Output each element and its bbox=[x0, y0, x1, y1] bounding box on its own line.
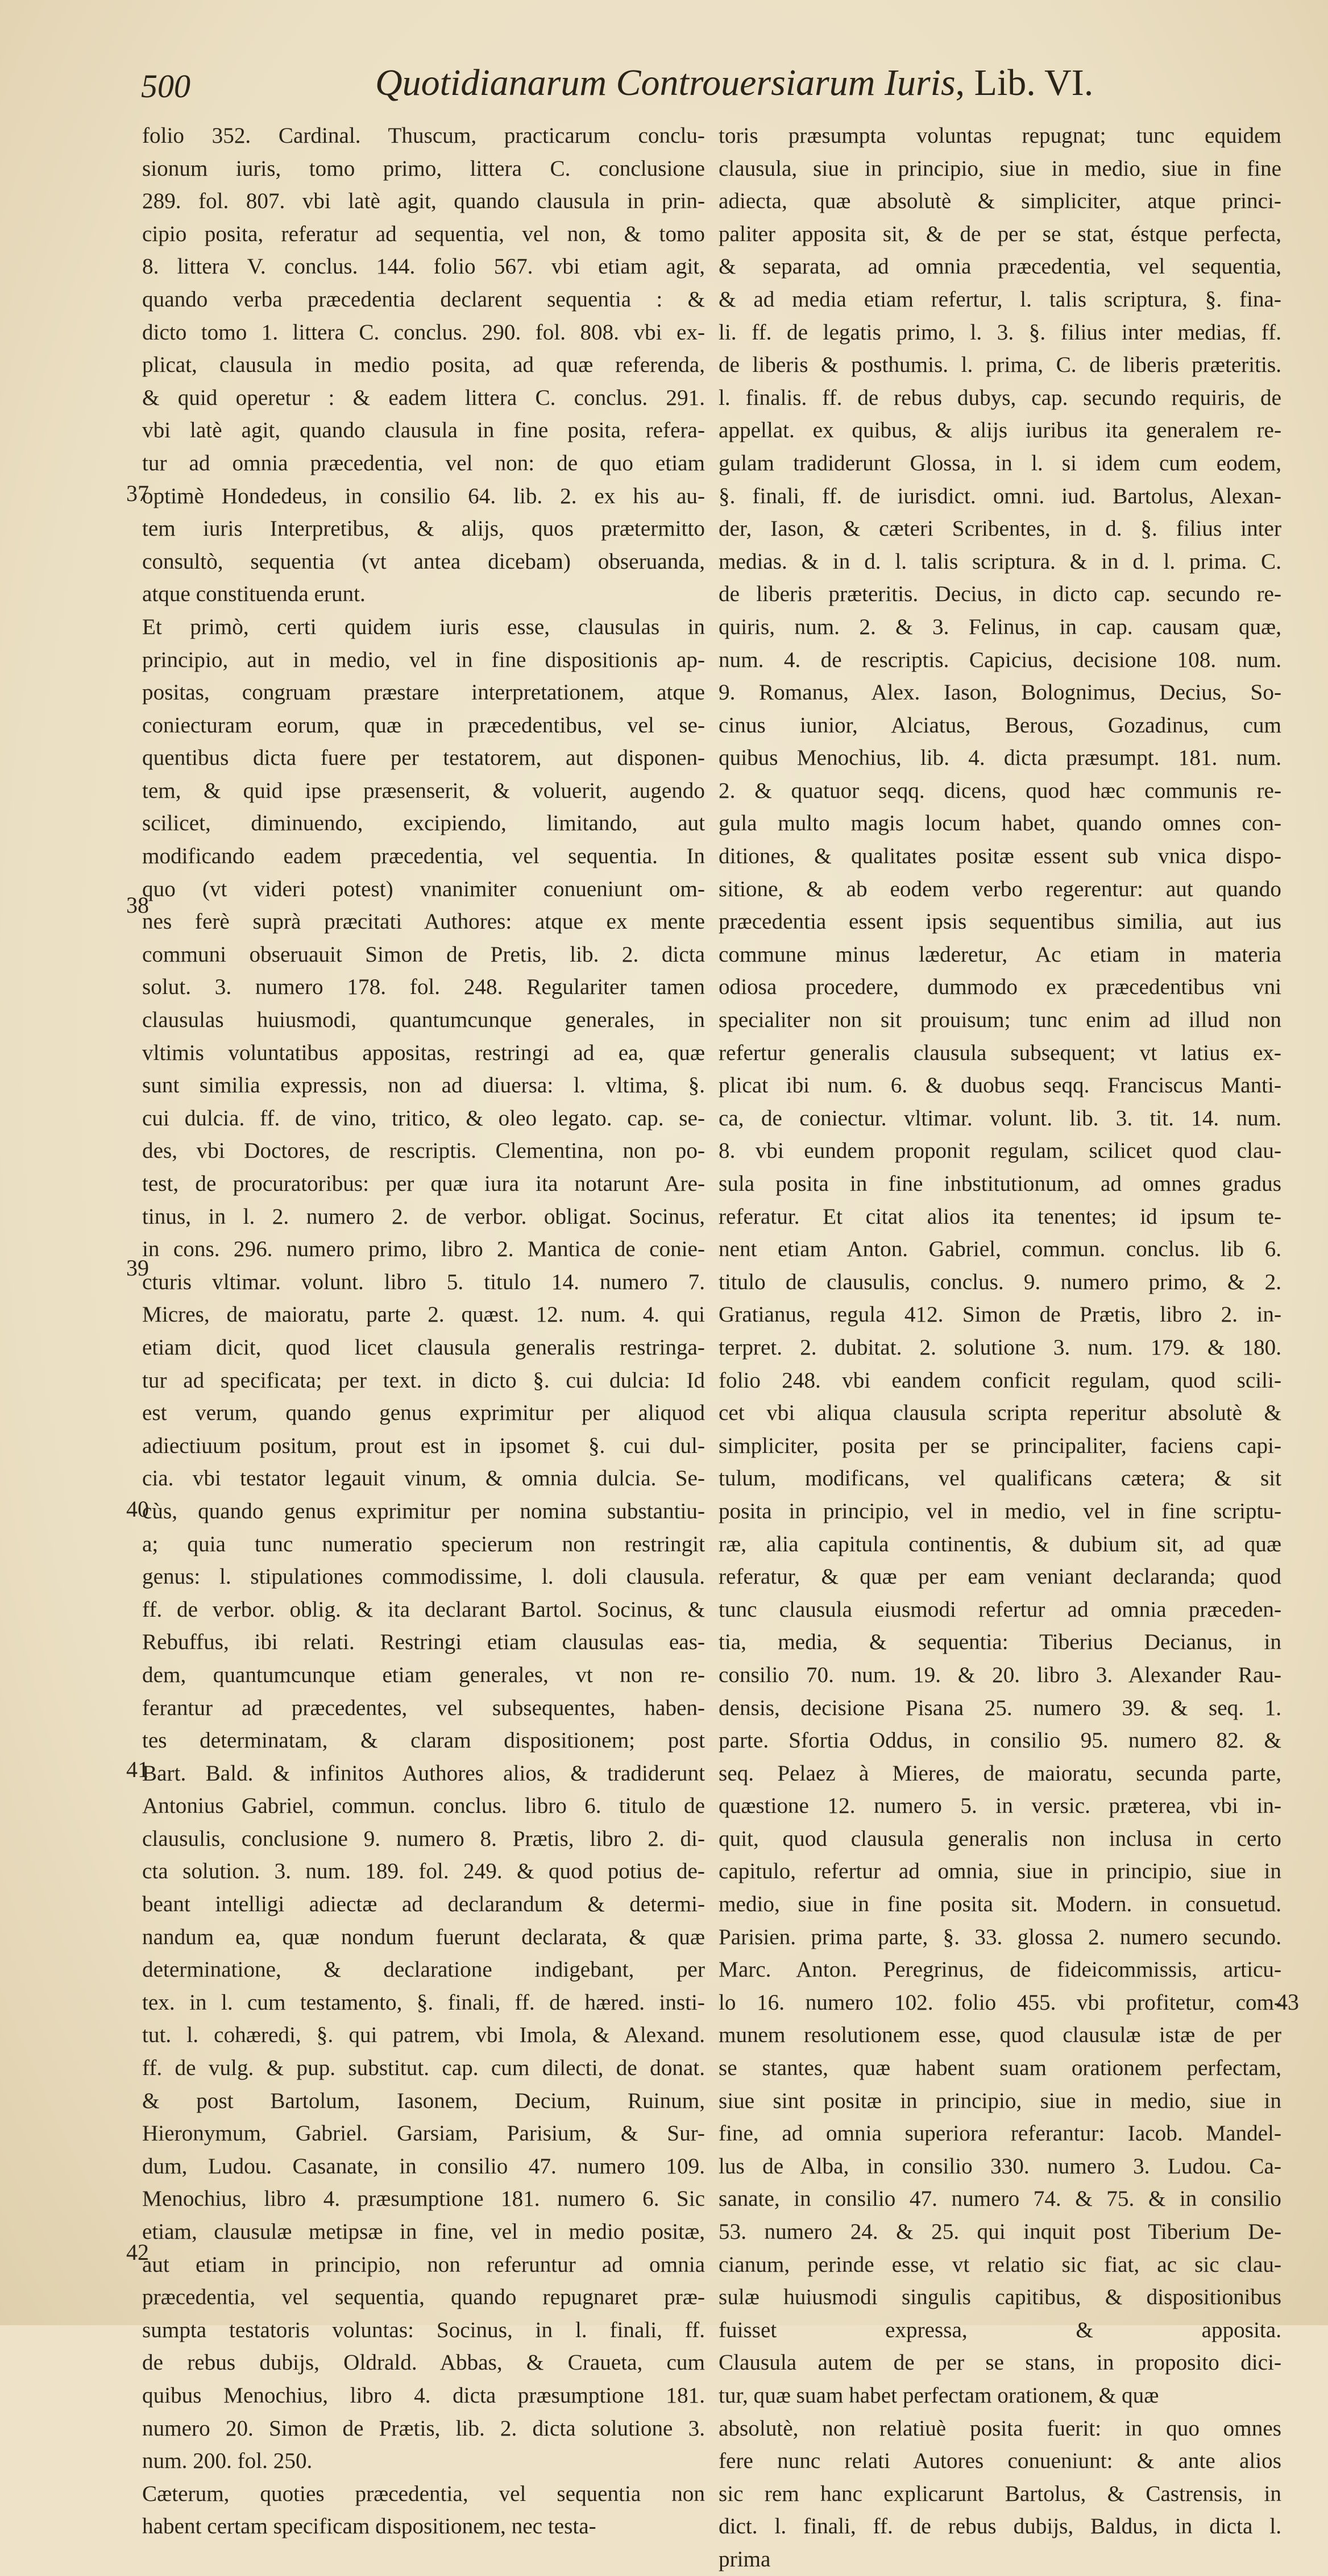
text-line: absolutè, non relatiuè posita fuerit: in quo omnes bbox=[719, 2416, 1281, 2441]
margin-number: 42 bbox=[126, 2239, 149, 2265]
text-line: Parisien. prima parte, §. 33. glossa 2. numero secundo. bbox=[719, 1924, 1281, 1949]
margin-number: 39 bbox=[126, 1255, 149, 1281]
text-line: quibus Menochius, libro 4. dicta præsumptione 181. bbox=[142, 2383, 705, 2408]
text-line: §. finali, ff. de iurisdict. omni. iud. Bartolus, Alexan- bbox=[719, 483, 1281, 508]
text-line: 289. fol. 807. vbi latè agit, quando clausula in prin- bbox=[142, 189, 705, 214]
text-line: etiam, clausulæ metipsæ in fine, vel in medio positæ, bbox=[142, 2219, 705, 2244]
text-line: Bart. Bald. & infinitos Authores alios, & tradiderunt bbox=[142, 1761, 705, 1786]
text-line: Hieronymum, Gabriel. Garsiam, Parisium, & Sur- bbox=[142, 2121, 705, 2146]
text-line: num. 200. fol. 250. bbox=[142, 2449, 313, 2474]
text-line: habent certam specificam dispositionem, nec testa- bbox=[142, 2514, 596, 2539]
text-line: Gratianus, regula 412. Simon de Prætis, libro 2. in- bbox=[719, 1302, 1281, 1327]
text-line: sic rem hanc explicarunt Bartolus, & Castrensis, in bbox=[719, 2481, 1281, 2506]
text-line: quiris, num. 2. & 3. Felinus, in cap. causam quæ, bbox=[719, 614, 1281, 639]
text-line: dem, quantumcunque etiam generales, vt non re- bbox=[142, 1662, 705, 1687]
text-line: modificando eadem præcedentia, vel sequentia. In bbox=[142, 844, 705, 869]
text-line: principio, aut in medio, vel in fine dispositionis ap- bbox=[142, 647, 705, 672]
text-line: quæstione 12. numero 5. in versic. præterea, vbi in- bbox=[719, 1794, 1281, 1819]
text-line: clausula, siue in principio, siue in medio, siue in fine bbox=[719, 156, 1281, 181]
text-line: ræ, alia capitula continentis, & dubium sit, ad quæ bbox=[719, 1531, 1281, 1556]
text-line: a; quia tunc numeratio specierum non restringit bbox=[142, 1531, 705, 1556]
text-line: siue sint positæ in principio, siue in medio, siue in bbox=[719, 2088, 1281, 2113]
text-line: parte. Sfortia Oddus, in consilio 95. numero 82. & bbox=[719, 1728, 1281, 1753]
text-line: medio, siue in fine posita sit. Modern. in consuetud. bbox=[719, 1892, 1281, 1917]
text-line: se stantes, quæ habent suam orationem perfectam, bbox=[719, 2056, 1281, 2081]
text-line: quibus Menochius, lib. 4. dicta præsumpt. 181. num. bbox=[719, 746, 1281, 771]
text-line: posita in principio, vel in medio, vel in fine scriptu- bbox=[719, 1498, 1281, 1523]
text-line: dict. l. finali, ff. de rebus dubijs, Baldus, in dicta l. bbox=[719, 2514, 1281, 2539]
text-line: tes determinatam, & claram dispositionem; post bbox=[142, 1728, 705, 1753]
text-line: & quid operetur : & eadem littera C. conclus. 291. bbox=[142, 385, 705, 410]
text-line: adiectiuum positum, prout est in ipsomet §. cui dul- bbox=[142, 1433, 705, 1458]
text-line: terpret. 2. dubitat. 2. solutione 3. num. 179. & 180. bbox=[719, 1335, 1281, 1360]
text-line: plicat ibi num. 6. & duobus seqq. Franciscus Manti- bbox=[719, 1073, 1281, 1098]
text-line: densis, decisione Pisana 25. numero 39. & seq. 1. bbox=[719, 1695, 1281, 1720]
left-column bbox=[142, 119, 705, 2539]
text-line: tem, & quid ipse præsenserit, & voluerit, augendo bbox=[142, 778, 705, 803]
text-line: capitulo, refertur ad omnia, siue in principio, siue in bbox=[719, 1859, 1281, 1884]
text-line: tur, quæ suam habet perfectam orationem, & quæ bbox=[719, 2383, 1159, 2408]
text-line: clausulas huiusmodi, quantumcunque generales, in bbox=[142, 1008, 705, 1033]
text-line: Et primò, certi quidem iuris esse, clausulas in bbox=[142, 614, 705, 639]
page-number: 500 bbox=[141, 68, 190, 105]
text-line: tinus, in l. 2. numero 2. de verbor. obligat. Socinus, bbox=[142, 1204, 705, 1229]
text-line: nent etiam Anton. Gabriel, commun. conclus. lib 6. bbox=[719, 1237, 1281, 1262]
text-line: ferantur ad præcedentes, vel subsequentes, haben- bbox=[142, 1695, 705, 1720]
text-line: refertur generalis clausula subsequent; vt latius ex- bbox=[719, 1040, 1281, 1065]
text-line: de liberis præteritis. Decius, in dicto cap. secundo re- bbox=[719, 582, 1281, 607]
text-line: folio 352. Cardinal. Thuscum, practicarum conclu- bbox=[142, 123, 705, 148]
text-line: titulo de clausulis, conclus. 9. numero primo, & 2. bbox=[719, 1269, 1281, 1294]
text-line: referatur. Et citat alios ita tenentes; id ipsum te- bbox=[719, 1204, 1281, 1229]
text-line: tunc clausula eiusmodi refertur ad omnia præceden- bbox=[719, 1597, 1281, 1622]
right-column bbox=[719, 119, 1281, 2571]
text-line: cùs, quando genus exprimitur per nomina substantiu- bbox=[142, 1498, 705, 1523]
text-line: sumpta testatoris voluntas: Socinus, in l. finali, ff. bbox=[142, 2317, 705, 2342]
text-line: 53. numero 24. & 25. qui inquit post Tiberium De- bbox=[719, 2219, 1281, 2244]
text-line: in cons. 296. numero primo, libro 2. Mantica de conie- bbox=[142, 1237, 705, 1262]
text-line: folio 248. vbi eandem conficit regulam, quod scili- bbox=[719, 1368, 1281, 1393]
text-line: 2. & quatuor seqq. dicens, quod hæc communis re- bbox=[719, 778, 1281, 803]
text-line: test, de procuratoribus: per quæ iura ita notarunt Are- bbox=[142, 1171, 705, 1196]
text-line: fuisset expressa, & apposita. bbox=[719, 2317, 1281, 2342]
text-line: seq. Pelaez à Mieres, de maioratu, secunda parte, bbox=[719, 1761, 1281, 1786]
text-line: consilio 70. num. 19. & 20. libro 3. Alexander Rau- bbox=[719, 1662, 1281, 1687]
text-line: coniecturam eorum, quæ in præcedentibus, vel se- bbox=[142, 713, 705, 738]
text-line: gulam tradiderunt Glossa, in l. si idem cum eodem, bbox=[719, 450, 1281, 475]
text-line: medias. & in d. l. talis scriptura. & in d. l. prima. C. bbox=[719, 549, 1281, 574]
text-line: li. ff. de legatis primo, l. 3. §. filius inter medias, ff. bbox=[719, 320, 1281, 345]
text-line: paliter apposita sit, & de per se stat, éstque perfecta, bbox=[719, 221, 1281, 246]
text-line: sionum iuris, tomo primo, littera C. conclusione bbox=[142, 156, 705, 181]
text-line: de liberis & posthumis. l. prima, C. de liberis præteritis. bbox=[719, 353, 1281, 378]
text-line: vltimis voluntatibus appositas, restringi ad ea, quæ bbox=[142, 1040, 705, 1065]
text-line: sula posita in fine inbstitutionum, ad omnes gradus bbox=[719, 1171, 1281, 1196]
text-line: præcedentia, vel sequentia, quando repugnaret præ- bbox=[142, 2285, 705, 2310]
margin-number: 43 bbox=[1276, 1989, 1299, 2015]
text-line: nes ferè suprà præcitati Authores: atque ex mente bbox=[142, 909, 705, 934]
text-line: 8. vbi eundem proponit regulam, scilicet quod clau- bbox=[719, 1138, 1281, 1163]
text-line: Menochius, libro 4. præsumptione 181. numero 6. Sic bbox=[142, 2186, 705, 2211]
text-line: tem iuris Interpretibus, & alijs, quos prætermitto bbox=[142, 516, 705, 541]
text-line: & post Bartolum, Iasonem, Decium, Ruinum, bbox=[142, 2088, 705, 2113]
text-line: fere nunc relati Autores conueniunt: & ante alios bbox=[719, 2449, 1281, 2474]
text-line: 9. Romanus, Alex. Iason, Bolognimus, Decius, So- bbox=[719, 680, 1281, 705]
text-line: tulum, modificans, vel qualificans cætera; & sit bbox=[719, 1466, 1281, 1491]
text-line: cinus iunior, Alciatus, Berous, Gozadinus, cum bbox=[719, 713, 1281, 738]
text-line: tur ad omnia præcedentia, vel non: de quo etiam bbox=[142, 450, 705, 475]
text-line: atque constituenda erunt. bbox=[142, 582, 366, 607]
text-line: Antonius Gabriel, commun. conclus. libro 6. titulo de bbox=[142, 1794, 705, 1819]
text-line: ff. de vulg. & pup. substitut. cap. cum dilecti, de donat. bbox=[142, 2056, 705, 2081]
text-line: 8. littera V. conclus. 144. folio 567. vbi etiam agit, bbox=[142, 254, 705, 279]
text-line: adiecta, quæ absolutè & simpliciter, atque princi- bbox=[719, 189, 1281, 214]
text-line: est verum, quando genus exprimitur per aliquod bbox=[142, 1401, 705, 1426]
text-line: quo (vt videri potest) vnanimiter conueniunt om- bbox=[142, 876, 705, 901]
text-line: num. 4. de rescriptis. Capicius, decisione 108. num. bbox=[719, 647, 1281, 672]
text-line: quit, quod clausula generalis non inclusa in certo bbox=[719, 1826, 1281, 1851]
text-line: Rebuffus, ibi relati. Restringi etiam clausulas eas- bbox=[142, 1630, 705, 1655]
text-line: toris præsumpta voluntas repugnat; tunc equidem bbox=[719, 123, 1281, 148]
text-line: plicat, clausula in medio posita, ad quæ referenda, bbox=[142, 353, 705, 378]
text-line: quentibus dicta fuere per testatorem, aut disponen- bbox=[142, 746, 705, 771]
text-line: ca, de coniectur. vltimar. volunt. lib. 3. tit. 14. num. bbox=[719, 1105, 1281, 1130]
text-line: sunt similia expressis, non ad diuersa: l. vltima, §. bbox=[142, 1073, 705, 1098]
text-line: nandum ea, quæ nondum fuerunt declarata, & quæ bbox=[142, 1924, 705, 1949]
text-line: optimè Hondedeus, in consilio 64. lib. 2. ex his au- bbox=[142, 483, 705, 508]
text-line: specialiter non sit prouisum; tunc enim ad illud non bbox=[719, 1008, 1281, 1033]
text-line: gula multo magis locum habet, quando omnes con- bbox=[719, 811, 1281, 836]
text-line: lus de Alba, in consilio 330. numero 3. Ludou. Ca- bbox=[719, 2153, 1281, 2179]
text-line: ff. de verbor. oblig. & ita declarant Bartol. Socinus, & bbox=[142, 1597, 705, 1622]
text-line: cianum, perinde esse, vt relatio sic fiat, ac sic clau- bbox=[719, 2252, 1281, 2277]
text-line: cia. vbi testator legauit vinum, & omnia dulcia. Se- bbox=[142, 1466, 705, 1491]
margin-number: 37 bbox=[126, 481, 149, 506]
text-line: odiosa procedere, dummodo ex præcedentibus vni bbox=[719, 975, 1281, 1000]
text-line: l. finalis. ff. de rebus dubys, cap. secundo requiris, de bbox=[719, 385, 1281, 410]
text-line: fine, ad omnia superiora referantur: Iacob. Mandel- bbox=[719, 2121, 1281, 2146]
text-line: de rebus dubijs, Oldrald. Abbas, & Craueta, cum bbox=[142, 2350, 705, 2375]
text-line: Marc. Anton. Peregrinus, de fideicommissis, articu- bbox=[719, 1957, 1281, 1982]
text-line: cui dulcia. ff. de vino, tritico, & oleo legato. cap. se- bbox=[142, 1105, 705, 1130]
text-line: tex. in l. cum testamento, §. finali, ff. de hæred. insti- bbox=[142, 1990, 705, 2015]
text-line: genus: l. stipulationes commodissime, l. doli clausula. bbox=[142, 1564, 705, 1589]
text-line: lo 16. numero 102. folio 455. vbi profitetur, com- bbox=[719, 1990, 1281, 2015]
text-line: clausulis, conclusione 9. numero 8. Prætis, libro 2. di- bbox=[142, 1826, 705, 1851]
text-line: dum, Ludou. Casanate, in consilio 47. numero 109. bbox=[142, 2153, 705, 2179]
text-line: sanate, in consilio 47. numero 74. & 75. & in consilio bbox=[719, 2186, 1281, 2211]
running-title bbox=[375, 61, 1228, 105]
text-line: Clausula autem de per se stans, in proposito dici- bbox=[719, 2350, 1281, 2375]
text-line: consultò, sequentia (vt antea dicebam) obseruanda, bbox=[142, 549, 705, 574]
text-line: cturis vltimar. volunt. libro 5. titulo 14. numero 7. bbox=[142, 1269, 705, 1294]
text-line: beant intelligi adiectæ ad declarandum & determi- bbox=[142, 1892, 705, 1917]
text-line: cipio posita, referatur ad sequentia, vel non, & tomo bbox=[142, 221, 705, 246]
text-line: tia, media, & sequentia: Tiberius Decianus, in bbox=[719, 1630, 1281, 1655]
text-line: solut. 3. numero 178. fol. 248. Regulariter tamen bbox=[142, 975, 705, 1000]
text-line: simpliciter, posita per se principaliter, faciens capi- bbox=[719, 1433, 1281, 1458]
margin-number: 38 bbox=[126, 892, 149, 918]
text-line: appellat. ex quibus, & alijs iuribus ita generalem re- bbox=[719, 418, 1281, 443]
text-line: determinatione, & declaratione indigebant, per bbox=[142, 1957, 705, 1982]
running-title-italic: Quotidianarum Controuersiarum Iuris bbox=[375, 62, 956, 103]
text-line: munem resolutionem esse, quod clausulæ istæ de per bbox=[719, 2023, 1281, 2048]
text-line: ditiones, & qualitates positæ essent sub vnica dispo- bbox=[719, 844, 1281, 869]
text-line: sulæ huiusmodi singulis capitibus, & dispositionibus bbox=[719, 2285, 1281, 2310]
text-line: commune minus læderetur, Ac etiam in materia bbox=[719, 942, 1281, 967]
text-line: quando verba præcedentia declarent sequentia : & bbox=[142, 287, 705, 312]
text-line: cet vbi aliqua clausula scripta reperitur absolutè & bbox=[719, 1401, 1281, 1426]
running-title-rest: , Lib. VI. bbox=[955, 62, 1094, 103]
text-line: prima bbox=[719, 2546, 771, 2571]
text-line: der, Iason, & cæteri Scribentes, in d. §. filius inter bbox=[719, 516, 1281, 541]
text-line: præcedentia essent ipsis sequentibus similia, aut ius bbox=[719, 909, 1281, 934]
text-line: & separata, ad omnia præcedentia, vel sequentia, bbox=[719, 254, 1281, 279]
text-line: scilicet, diminuendo, excipiendo, limitando, aut bbox=[142, 811, 705, 836]
text-line: des, vbi Doctores, de rescriptis. Clementina, non po- bbox=[142, 1138, 705, 1163]
text-line: vbi latè agit, quando clausula in fine posita, refera- bbox=[142, 418, 705, 443]
text-line: communi obseruauit Simon de Pretis, lib. 2. dicta bbox=[142, 942, 705, 967]
text-line: Micres, de maioratu, parte 2. quæst. 12. num. 4. qui bbox=[142, 1302, 705, 1327]
text-line: aut etiam in principio, non referuntur ad omnia bbox=[142, 2252, 705, 2277]
text-line: positas, congruam præstare interpretationem, atque bbox=[142, 680, 705, 705]
text-line: numero 20. Simon de Prætis, lib. 2. dicta solutione 3. bbox=[142, 2416, 705, 2441]
text-line: dicto tomo 1. littera C. conclus. 290. fol. 808. vbi ex- bbox=[142, 320, 705, 345]
text-line: & ad media etiam refertur, l. talis scriptura, §. fina- bbox=[719, 287, 1281, 312]
text-line: referatur, & quæ per eam veniant declaranda; quod bbox=[719, 1564, 1281, 1589]
text-line: etiam dicit, quod licet clausula generalis restringa- bbox=[142, 1335, 705, 1360]
margin-number: 41 bbox=[126, 1757, 149, 1782]
text-line: tur ad specificata; per text. in dicto §. cui dulcia: Id bbox=[142, 1368, 705, 1393]
text-line: sitione, & ab eodem verbo regerentur: aut quando bbox=[719, 876, 1281, 901]
text-line: Cæterum, quoties præcedentia, vel sequentia non bbox=[142, 2481, 705, 2506]
margin-number: 40 bbox=[126, 1496, 149, 1522]
text-line: tut. l. cohæredi, §. qui patrem, vbi Imola, & Alexand. bbox=[142, 2023, 705, 2048]
text-line: cta solution. 3. num. 189. fol. 249. & quod potius de- bbox=[142, 1859, 705, 1884]
